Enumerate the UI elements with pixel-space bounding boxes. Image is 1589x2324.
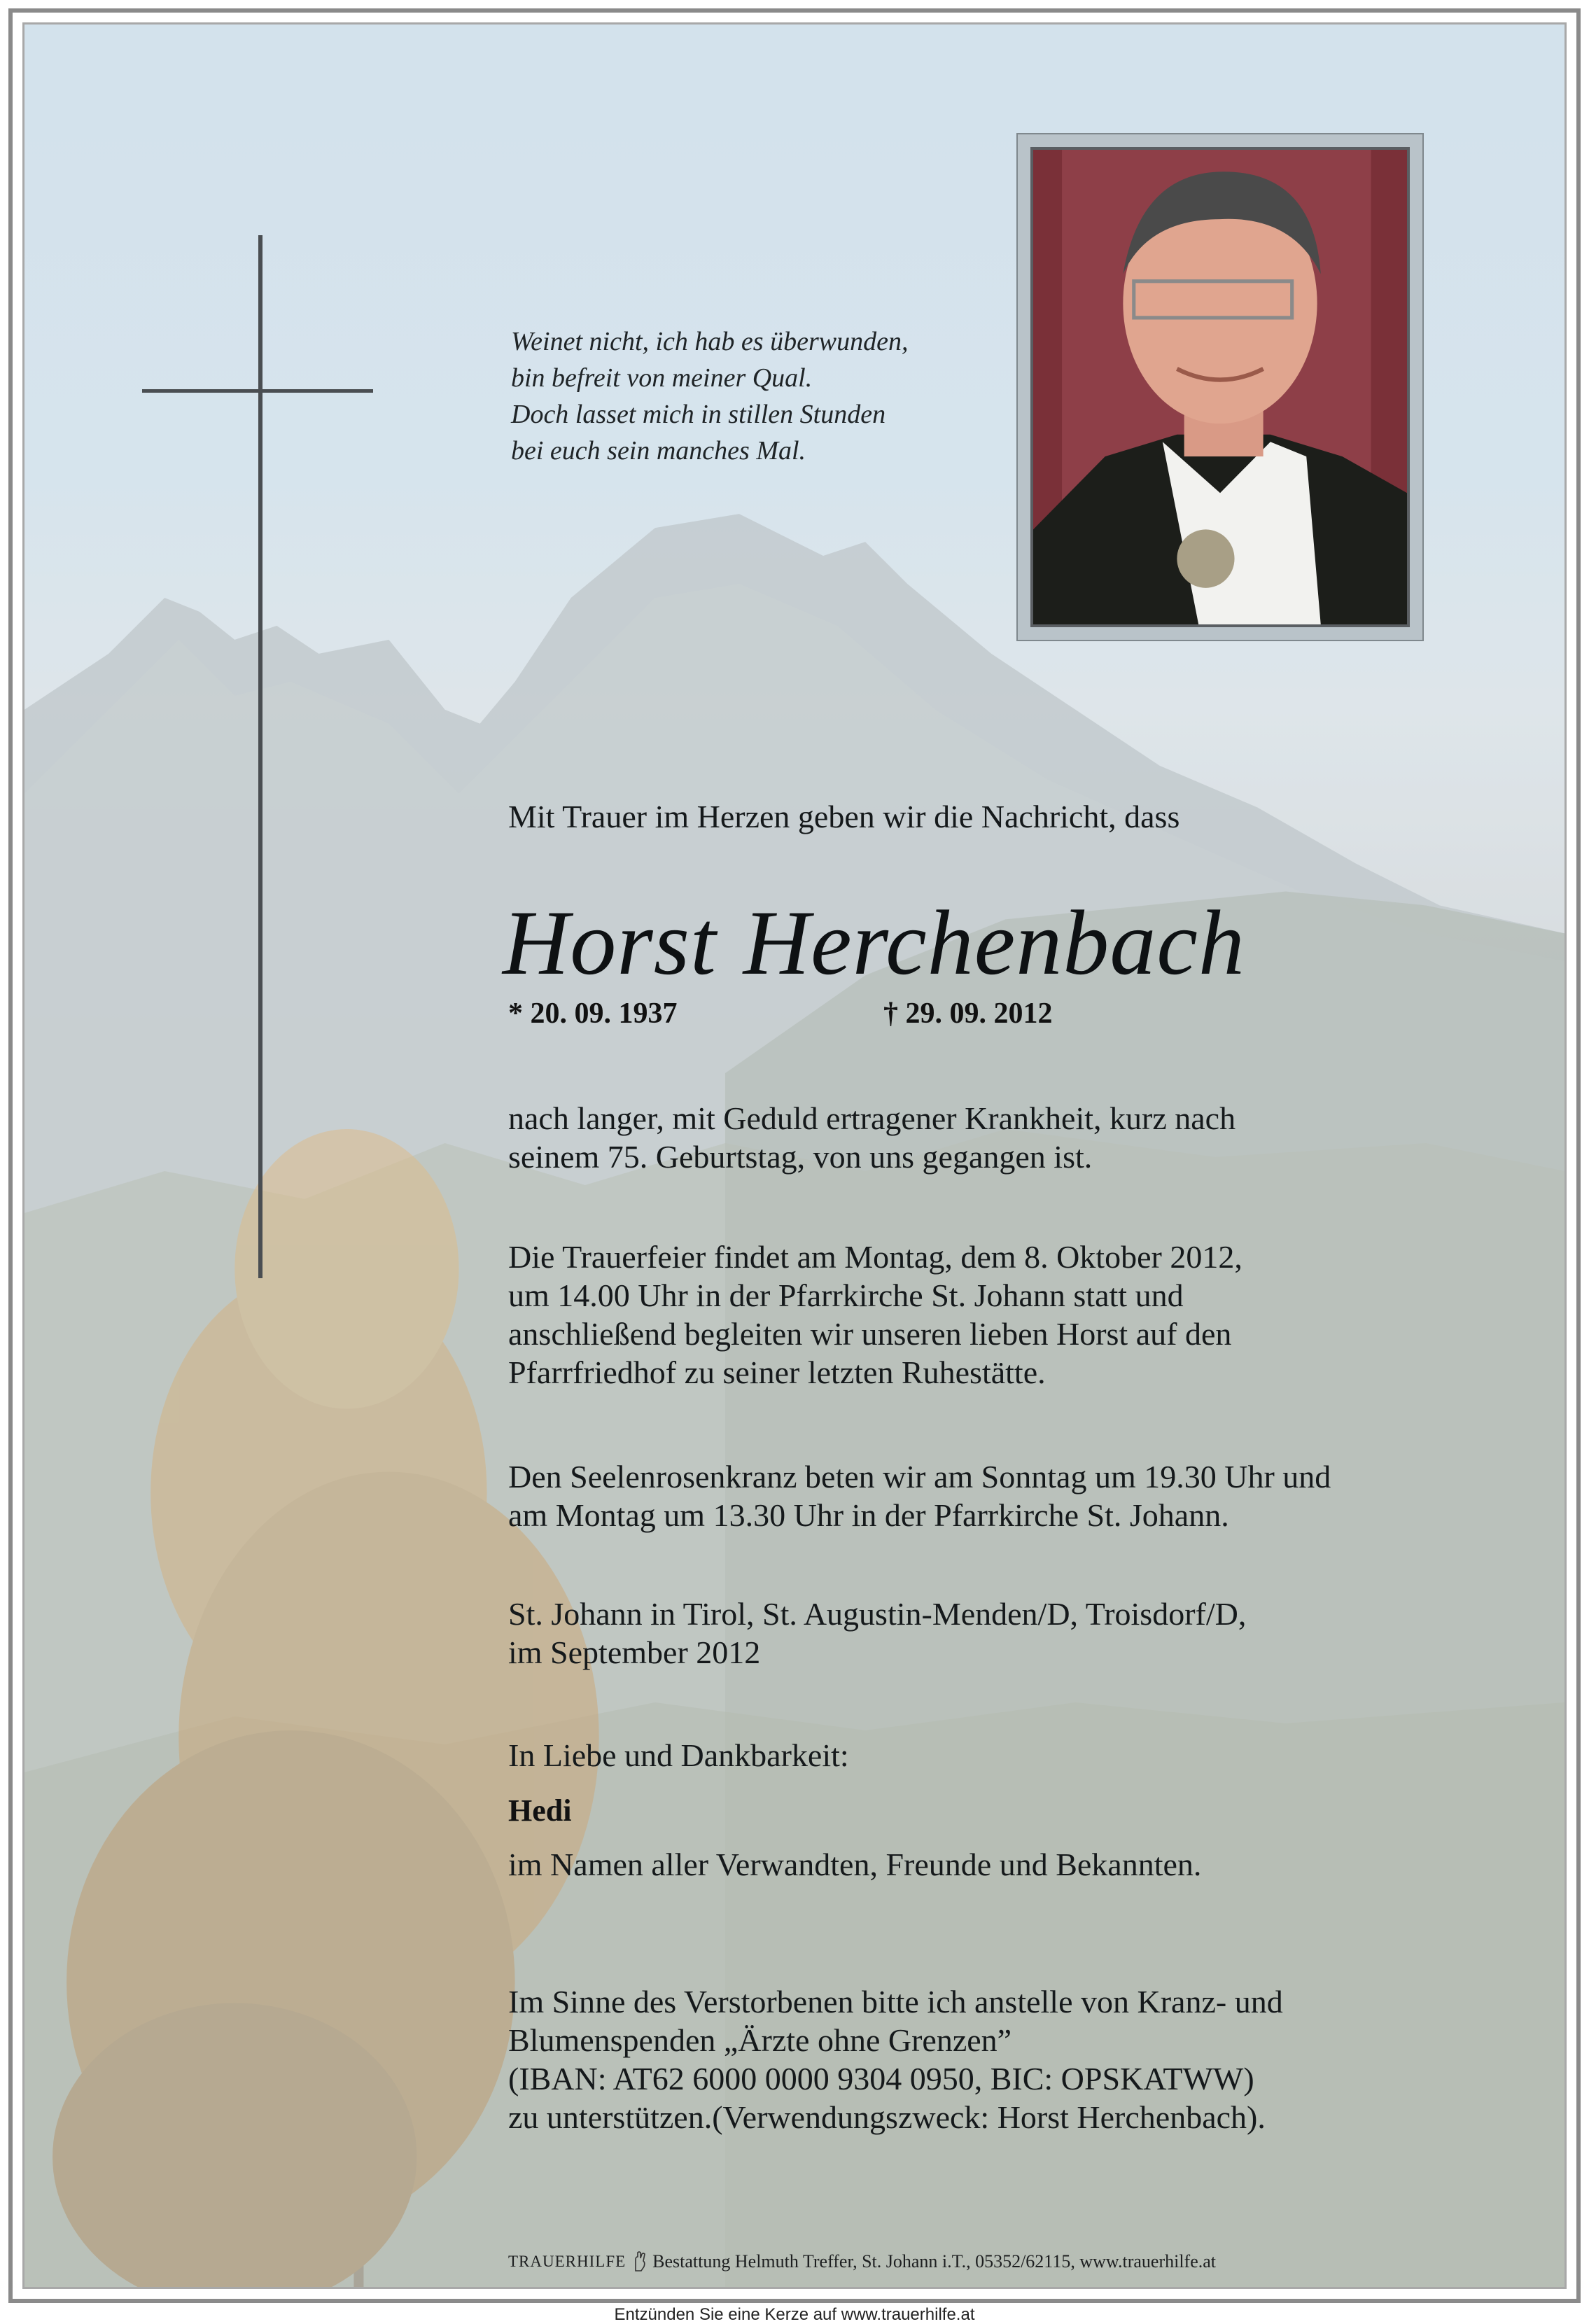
memorial-poem [511, 323, 1015, 469]
deceased-name [503, 890, 1245, 995]
candle-link[interactable]: Entzünden Sie eine Kerze auf www.trauerhilfe.at [614, 2305, 975, 2324]
text-line: im September 2012 [508, 1634, 761, 1670]
text-line: zu unterstützen.(Verwendungszweck: Horst Herchenbach). [508, 2099, 1266, 2135]
portrait-photo [1033, 150, 1407, 624]
places-paragraph [508, 1595, 1418, 1672]
intro-line: Mit Trauer im Herzen geben wir die Nachricht, dass [508, 799, 1180, 834]
last-name: Herchenbach [743, 891, 1245, 994]
text-line: Pfarrfriedhof zu seiner letzten Ruhestätte. [508, 1354, 1046, 1390]
footer-imprint [508, 2250, 1216, 2274]
text-line: Blumenspenden „Ärzte ohne Grenzen” [508, 2022, 1012, 2058]
text-line: seinem 75. Geburtstag, von uns gegangen ist. [508, 1139, 1093, 1175]
poem-line: bin befreit von meiner Qual. [511, 363, 813, 393]
funeral-paragraph [508, 1238, 1418, 1392]
text-line: St. Johann in Tirol, St. Augustin-Menden/D, Troisdorf/D, [508, 1596, 1247, 1632]
rosary-paragraph [508, 1457, 1418, 1534]
first-name: Horst [503, 891, 717, 994]
relatives-line: im Namen aller Verwandten, Freunde und Bekannten. [508, 1847, 1202, 1882]
text-line: am Montag um 13.30 Uhr in der Pfarrkirche St. Johann. [508, 1497, 1229, 1533]
text-line: um 14.00 Uhr in der Pfarrkirche St. Johann statt und [508, 1278, 1184, 1313]
text-line: (IBAN: AT62 6000 0000 9304 0950, BIC: OPSKATWW) [508, 2061, 1254, 2096]
signer-name: Hedi [508, 1793, 572, 1828]
footer-text: Bestattung Helmuth Treffer, St. Johann i.T., 05352/62115, www.trauerhilfe.at [652, 2251, 1217, 2272]
birth-date: * 20. 09. 1937 [508, 997, 678, 1030]
text-line: Die Trauerfeier findet am Montag, dem 8. Oktober 2012, [508, 1239, 1242, 1275]
text-line: Im Sinne des Verstorbenen bitte ich anstelle von Kranz- und [508, 1984, 1283, 2019]
poem-line: bei euch sein manches Mal. [511, 436, 806, 465]
illness-paragraph [508, 1099, 1418, 1176]
portrait-frame [1016, 133, 1424, 641]
hand-logo-icon [630, 2250, 648, 2274]
cross-horizontal-bar [142, 389, 373, 393]
text-line: Den Seelenrosenkranz beten wir am Sonntag um 19.30 Uhr und [508, 1459, 1331, 1494]
death-date: † 29. 09. 2012 [883, 997, 1053, 1030]
footer-brand: TRAUERHILFE [508, 2253, 626, 2270]
thanks-line: In Liebe und Dankbarkeit: [508, 1737, 849, 1773]
text-line: anschließend begleiten wir unseren lieben Horst auf den [508, 1316, 1232, 1352]
donation-paragraph [508, 1982, 1418, 2136]
poem-line: Doch lasset mich in stillen Stunden [511, 400, 886, 429]
poem-line: Weinet nicht, ich hab es überwunden, [511, 327, 909, 356]
text-line: nach langer, mit Geduld ertragener Krankheit, kurz nach [508, 1100, 1236, 1136]
